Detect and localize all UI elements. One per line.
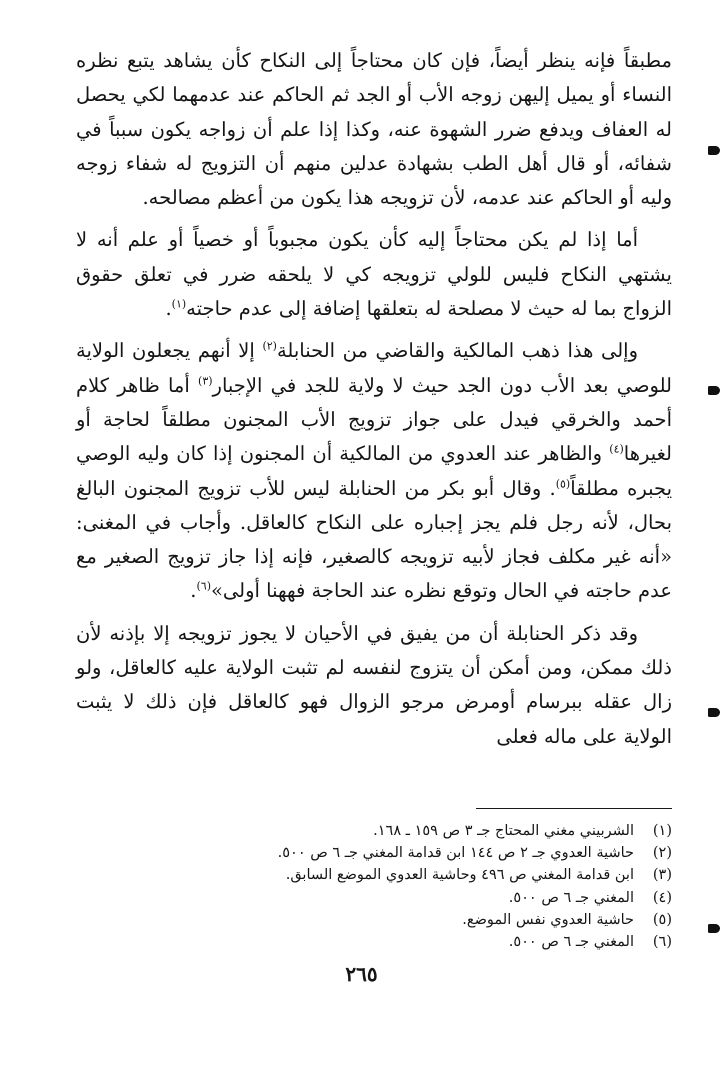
paragraph-text: وقد ذكر الحنابلة أن من يفيق في الأحيان لا يجوز تزويجه إلا بإذنه لأن ذلك ممكن، ومن أمكن أن يتزوج لنفسه لم تثبت الولاية عليه كالعاقل، ولو زال عقله ببرسام أومرض مرجو الزوال فهو كالعاقل فإن ذلك لا يثبت الولاية على ماله فعلى: [76, 621, 672, 748]
paragraph-text: .: [165, 297, 172, 321]
scan-edge-mark: [708, 924, 720, 933]
footnote-ref: (١): [171, 297, 187, 311]
footnote-text: الشربيني مغني المحتاج جـ ٣ ص ١٥٩ ـ ١٦٨.: [373, 823, 634, 839]
paragraph-3: [76, 334, 672, 608]
footnote-number: (٢): [652, 845, 672, 862]
paragraph-text: إلا أنهم يجعلون الولاية للوصي بعد الأب دون الجد حيث لا ولاية للجد في الإجبار: [76, 339, 672, 397]
footnote-ref: (٥): [555, 477, 571, 491]
page-number: ٢٦٥: [345, 962, 378, 986]
footnote-item: [242, 887, 672, 909]
paragraph-text: .: [190, 579, 197, 603]
footnote-ref: (٣): [198, 374, 213, 388]
footnote-text: المغني جـ ٦ ص ٥٠٠.: [508, 889, 634, 906]
footnote-number: (٥): [652, 911, 672, 928]
scan-edge-mark: [708, 708, 720, 717]
scan-edge-mark: [708, 146, 720, 155]
footnote-item: [242, 820, 672, 842]
paragraph-text: . وقال أبو بكر من الحنابلة ليس للأب تزويج المجنون البالغ بحال، لأنه رجل فلم يجز إجباره على النكاح كالعاقل. وأجاب في المغنى: «أنه غير مكلف فجاز لأبيه تزويجه كالصغير، فإنه إذا جاز تزويج الصغير مع عدم حاجته في الحال وتوقع نظره عند الحاجة فههنا أولى»: [76, 476, 672, 603]
footnote-text: المغني جـ ٦ ص ٥٠٠.: [508, 934, 634, 951]
footnote-ref: (٤): [609, 442, 624, 456]
paragraph-1: [76, 44, 672, 215]
footnote-text: حاشية العدوي جـ ٢ ص ١٤٤ ابن قدامة المغني جـ ٦ ص ٥٠٠.: [277, 845, 634, 862]
paragraph-text: مطبقاً فإنه ينظر أيضاً، فإن كان محتاجاً إلى النكاح كأن يشاهد يتبع نظره النساء أو يميل إليهن زوجه الأب أو الجد ثم الحاكم عند عدمهما لكي يحصل له العفاف ويدفع ضرر الشهوة عنه، وكذا إذا علم أن زواجه يكون سبباً في شفائه، أو قال أهل الطب بشهادة عدلين منهم أن التزويج له شفاء زوجه وليه أو الحاكم عند عدمه، لأن تزويجه هذا يكون من أعظم مصالحه.: [76, 49, 672, 210]
paragraph-text: أما إذا لم يكن محتاجاً إليه كأن يكون مجبوباً أو خصياً أو علم أنه لا يشتهي النكاح فليس للولي تزويجه كي لا يلحقه ضرر في تعلق حقوق الزواج بما له حيث لا مصلحة له بتعلقها إضافة إلى عدم حاجته: [76, 228, 672, 321]
paragraph-4: [76, 617, 672, 754]
footnote-item: [242, 931, 672, 953]
footnote-item: [242, 909, 672, 931]
scan-edge-mark: [708, 386, 720, 395]
footnote-ref: (٢): [262, 339, 277, 353]
footnote-item: [242, 864, 672, 886]
footnote-number: (٦): [652, 934, 672, 951]
main-text: [76, 44, 672, 754]
paragraph-text: أما ظاهر كلام أحمد والخرقي فيدل على جواز تزويج الأب المجنون مطلقاً لحاجة أو لغيرها: [76, 373, 672, 466]
footnote-text: حاشية العدوي نفس الموضع.: [462, 911, 634, 928]
footnote-item: [242, 842, 672, 864]
paragraph-2: [76, 223, 672, 326]
footnote-separator: [476, 808, 672, 809]
paragraph-text: والظاهر عند العدوي من المالكية أن المجنون إذا كان وليه الوصي يجبره مطلقاً: [76, 442, 672, 500]
footnote-ref: (٦): [196, 579, 211, 593]
footnote-text: ابن قدامة المغني ص ٤٩٦ وحاشية العدوي الموضع السابق.: [285, 867, 634, 884]
footnote-number: (٣): [652, 867, 672, 884]
paragraph-text: وإلى هذا ذهب المالكية والقاضي من الحنابلة: [276, 339, 639, 363]
footnote-number: (١): [652, 823, 672, 839]
footnote-number: (٤): [652, 889, 672, 906]
footnotes: [242, 820, 672, 953]
